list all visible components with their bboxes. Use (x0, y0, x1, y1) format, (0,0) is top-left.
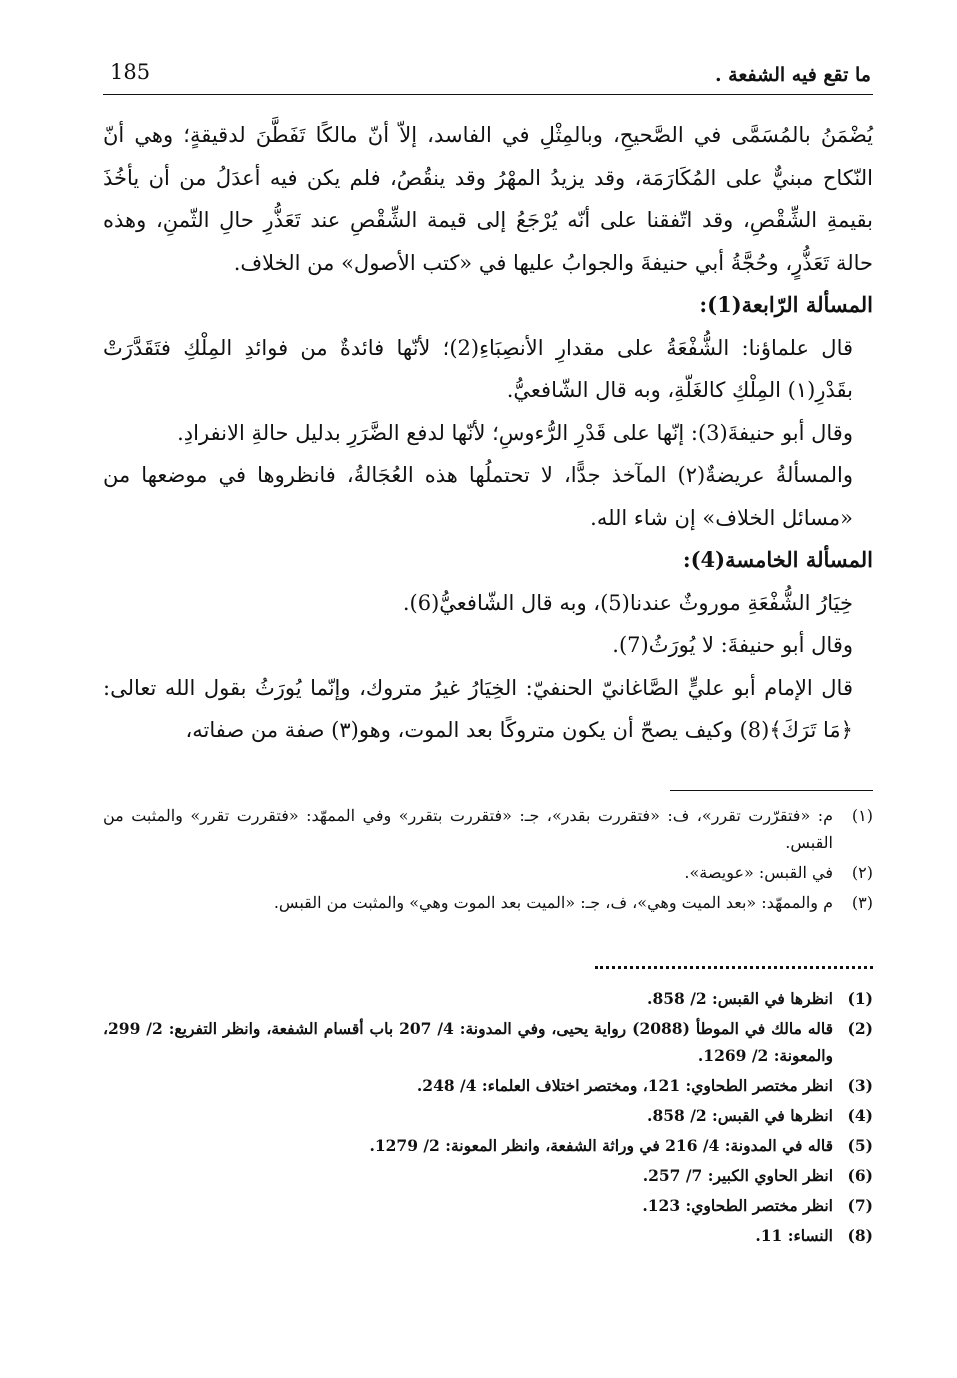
section-heading: المسألة الخامسة(4): (682, 547, 873, 572)
reference-footnotes (103, 985, 873, 1252)
main-text (103, 114, 873, 752)
footnote-number: (3) (847, 1076, 873, 1095)
header-rule (103, 94, 873, 95)
paragraph: يُضْمَنُ بالمُسَمَّى في الصَّحيحِ، وبالمِثْلِ في الفاسد، إلاّ أنّ مالكًا تَفَطَّنَ لدقيقةٍ؛ وهي أنّ النّكاح مبنيٌّ على المُكَارَمَة، وقد يزيدُ المهْرُ وقد ينقُصُ، فلم يكن فيه أعدَلُ من أن يأخُذَ بقيمةِ الشِّقْصِ، وقد اتّفقنا على أنّه يُرْجَعُ إلى قيمة الشِّقْصِ عند تَعَذُّرِ حالِ الثّمنِ، وهذه حالة تَعَذُّرٍ، وحُجَّةُ أبي حنيفةَ والجوابُ عليها في «كتب الأصول» من الخلاف. (103, 123, 873, 275)
footnote-text: انظرها في القبس: 2/ 858. (647, 989, 833, 1008)
footnote-separator (670, 790, 873, 791)
footnote (103, 1222, 873, 1249)
footnote-text: قاله مالك في الموطأ (2088) رواية يحيى، وفي المدونة: 4/ 207 باب أقسام الشفعة، وانظر التفريع: 2/ 299، والمعونة: 2/ 1269. (103, 1019, 833, 1065)
footnote-number: (٣) (851, 893, 873, 912)
footnote-number: (5) (847, 1136, 873, 1155)
footnote-text: قاله في المدونة: 4/ 216 في وراثة الشفعة، وانظر المعونة: 2/ 1279. (369, 1136, 833, 1155)
variant-footnotes (103, 802, 873, 919)
dotted-separator (595, 966, 873, 969)
footnote-text: انظر مختصر الطحاوي: 121، ومختصر اختلاف العلماء: 4/ 248. (416, 1076, 833, 1095)
footnote-number: (١) (851, 806, 873, 825)
footnote-text: انظر مختصر الطحاوي: 123. (642, 1196, 833, 1215)
paragraph: قال علماؤنا: الشُّفْعَةُ على مقدارِ الأنصِبَاءِ(2)؛ لأنّها فائدةٌ من فوائدِ المِلْكِ فتَقَدَّرَتْ بقَدْرِ(١) المِلْكِ كالغَلّةِ، وبه قال الشّافعيُّ. (103, 335, 854, 402)
page-number: 185 (110, 60, 151, 84)
footnote-number: (٢) (851, 863, 873, 882)
section-heading: المسألة الرّابعة(1): (699, 292, 873, 317)
footnote (103, 859, 873, 886)
footnote (103, 1015, 873, 1069)
footnote (103, 889, 873, 916)
footnote-text: انظرها في القبس: 2/ 858. (647, 1106, 833, 1125)
footnote (103, 1072, 873, 1099)
paragraph: قال الإمام أبو عليٍّ الصَّاغانيّ الحنفيّ: الخِيَارُ غيرُ متروك، وإنّما يُورَثُ بقول الله تعالى: ﴿مَا تَرَكَ﴾(8) وكيف يصحّ أن يكون متروكًا بعد الموت، وهو(٣) صفة من صفاته، (103, 675, 853, 742)
footnote-number: (8) (847, 1226, 873, 1245)
footnote-text: م والممهّد: «بعد الميت وهي»، ف، جـ: «الميت بعد الموت وهي» والمثبت من القبس. (273, 893, 833, 912)
paragraph: والمسألةُ عريضةٌ(٢) المآخذ جدًّا، لا تحتملُها هذه العُجَالةُ، فانظروها في موضعها من «مسائل الخلاف» إن شاء الله. (103, 463, 854, 530)
paragraph: وقال أبو حنيفةَ(3): إنّها على قَدْرِ الرُّءوسِ؛ لأنّها لدفع الضَّرَرِ بدليل حالةِ الانفرادِ. (177, 420, 853, 445)
footnote (103, 1192, 873, 1219)
footnote-number: (4) (847, 1106, 873, 1125)
paragraph: خِيَارُ الشُّفْعَةِ موروثٌ عندنا(5)، وبه قال الشّافعيُّ(6). (402, 590, 853, 615)
footnote (103, 1162, 873, 1189)
footnote-text: في القبس: «عويصة». (684, 863, 833, 882)
footnote (103, 1132, 873, 1159)
footnote (103, 985, 873, 1012)
footnote-text: م: «فتقرّرت تقرر»، ف: «فتقررت بقدر»، جـ: «فتقررت بتقرر» وفي الممهّد: «فتقررت تقرر» والمثبت من القبس. (103, 806, 833, 852)
footnote-number: (2) (847, 1019, 873, 1038)
footnote-text: انظر الحاوي الكبير: 7/ 257. (642, 1166, 833, 1185)
paragraph: وقال أبو حنيفةَ: لا يُورَثُ(7). (612, 633, 853, 657)
footnote-text: النساء: 11. (755, 1226, 833, 1245)
footnote-number: (7) (847, 1196, 873, 1215)
footnote-number: (6) (847, 1166, 873, 1185)
footnote (103, 802, 873, 856)
running-title: ما تقع فيه الشفعة . (714, 64, 871, 86)
footnote-number: (1) (847, 989, 873, 1008)
footnote (103, 1102, 873, 1129)
